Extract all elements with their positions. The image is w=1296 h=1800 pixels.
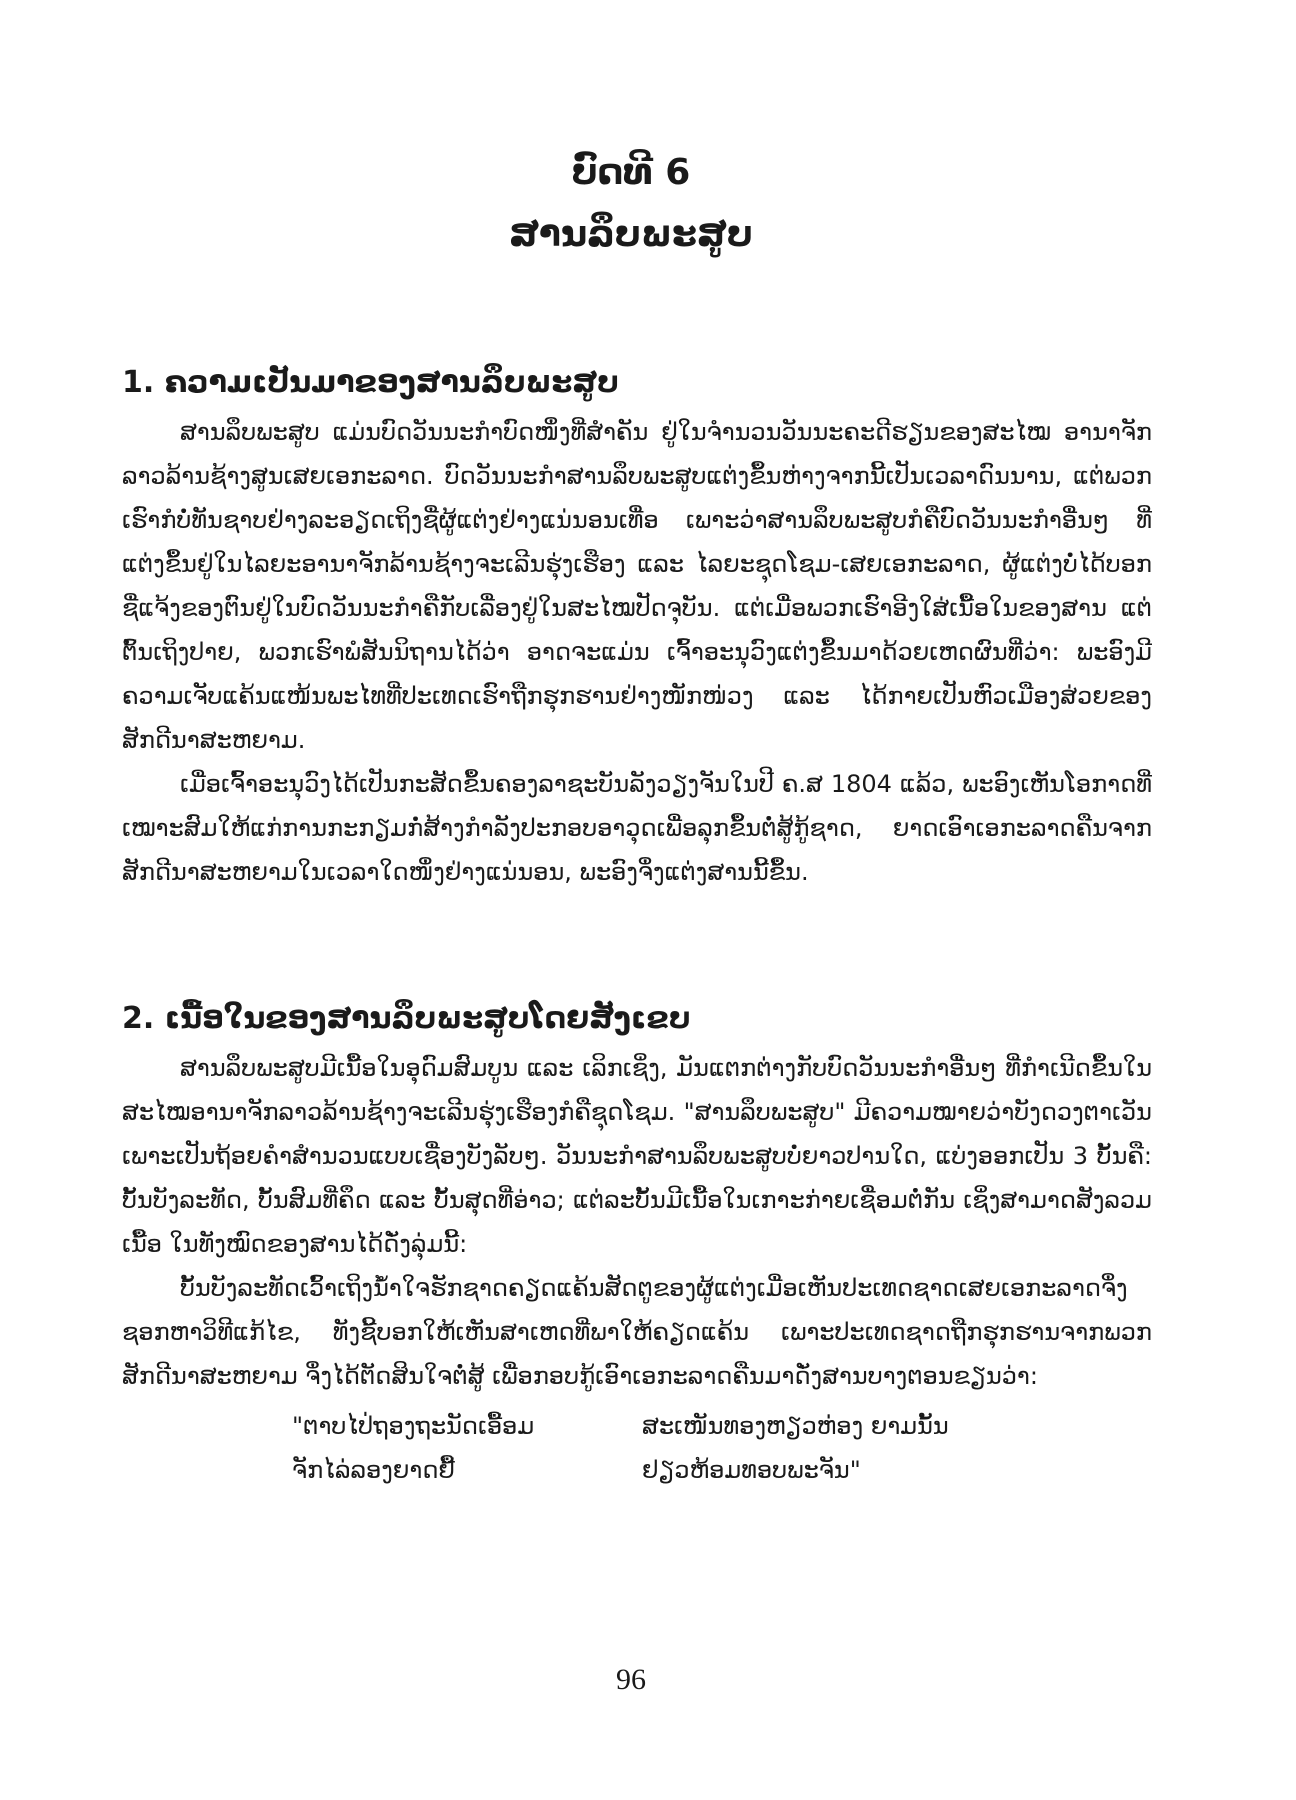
section-1-heading: 1. ຄວາມເປັນມາຂອງສານລຶບພະສູບ (122, 365, 619, 400)
poem-excerpt (292, 1404, 1152, 1492)
chapter-number: ບົດທີ 6 (571, 152, 691, 193)
poem-row (292, 1448, 1152, 1492)
poem-line-2-left: ຈັກໄລ່ລອງຍາດຢື້ (292, 1456, 455, 1484)
chapter-title: ສານລຶບພະສູບ (509, 214, 753, 255)
poem-line-2-right: ຢຽວຫ້ອມທອບພະຈັນ" (642, 1456, 861, 1484)
poem-line-1-right: ສະເໜັນທອງຫຽວຫ່ອງ ຍາມນັ້ນ (642, 1412, 949, 1440)
page-number: 96 (616, 1663, 646, 1696)
section-2-heading: 2. ເນື້ອໃນຂອງສານລຶບພະສູບໂດຍສັງເຂບ (122, 1001, 691, 1036)
poem-line-1-left: "ຕາບໄປ່ຖອງຖະນັດເອື້ອມ (292, 1412, 535, 1440)
section-1 (122, 360, 1152, 894)
section-2 (122, 996, 1152, 1492)
section-1-paragraph-2: ເມື່ອເຈົ້າອະນຸວົງໄດ້ເປັນກະສັດຂຶ້ນຄອງລາຊະບັນລັງວຽງຈັນໃນປີ ຄ.ສ 1804 ແລ້ວ, ພະອົງເຫັນໂອກາດທີ່ເໝາະສົມໃຫ້ແກ່ການກະກຽມກໍ່ສ້າງກຳລັງປະກອບອາວຸດເພື່ອລຸກຂຶ້ນຕໍ່ສູ້ກູ້ຊາດ, ຍາດເອົາເອກະລາດຄືນຈາກສັກດີນາສະຫຍາມໃນເວລາໃດໜຶ່ງຢ່າງແນ່ນອນ, ພະອົງຈຶ່ງແຕ່ງສານນີ້ຂຶ້ນ. (122, 770, 1152, 886)
section-2-paragraph-1: ສານລຶບພະສູບມີເນື້ອໃນອຸດົມສົມບູນ ແລະ ເລິກເຊິ່ງ, ມັນແຕກຕ່າງກັບບົດວັນນະກຳອື່ນໆ ທີ່ກຳເນີດຂຶ້ນໃນສະໄໝອານາຈັກລາວລ້ານຊ້າງຈະເລີນຮຸ່ງເຮືອງກໍຄືຊຸດໂຊມ. "ສານລຶບພະສູບ" ມີຄວາມໝາຍວ່າບັງດວງຕາເວັນເພາະເປັນຖ້ອຍຄຳສຳນວນແບບເຊື່ອງບັງລັບໆ. ວັນນະກຳສານລຶບພະສູບບໍ່ຍາວປານໃດ, ແບ່ງອອກເປັນ 3 ບັ້ນຄື: ບັ້ນບັງລະທັດ, ບັ້ນສົມທີ່ຄຶດ ແລະ ບັ້ນສຸດທີ່ອ່າວ; ແຕ່ລະບັ້ນມີເນື້ອໃນເກາະກ່າຍເຊື່ອມຕໍ່ກັນ ເຊິ່ງສາມາດສັງລວມ ເນື້ອ ໃນທັງໝົດຂອງສານໄດ້ດັ່ງລຸ່ມນີ້: (122, 1054, 1152, 1258)
poem-row (292, 1404, 1152, 1448)
section-1-paragraph-1: ສານລຶບພະສູບ ແມ່ນບົດວັນນະກຳບົດໜຶ່ງທີ່ສຳຄັນ ຢູ່ໃນຈຳນວນວັນນະຄະດີຮຽນຂອງສະໄໝ ອານາຈັກລາວລ້ານຊ້າງສູນເສຍເອກະລາດ. ບົດວັນນະກຳສານລຶບພະສູບແຕ່ງຂຶ້ນຫ່າງຈາກນີ້ເປັນເວລາດົນນານ, ແຕ່ພວກເຮົາກໍບໍ່ທັນຊາບຢ່າງລະອຽດເຖິງຊື່ຜູ້ແຕ່ງຢ່າງແນ່ນອນເທື່ອ ເພາະວ່າສານລຶບພະສູບກໍຄືບົດວັນນະກຳອື່ນໆ ທີ່ແຕ່ງຂຶ້ນຢູ່ໃນໄລຍະອານາຈັກລ້ານຊ້າງຈະເລີນຮຸ່ງເຮືອງ ແລະ ໄລຍະຊຸດໂຊມ-ເສຍເອກະລາດ, ຜູ້ແຕ່ງບໍ່ໄດ້ບອກຊື່ແຈ້ງຂອງຕົນຢູ່ໃນບົດວັນນະກຳຄືກັບເລື່ອງຢູ່ໃນສະໄໝປັດຈຸບັນ. ແຕ່ເມື່ອພວກເຮົາອີງໃສ່ເນື້ອໃນຂອງສານ ແຕ່ຕົ້ນເຖິງປາຍ, ພວກເຮົາພໍສັນນິຖານໄດ້ວ່າ ອາດຈະແມ່ນ ເຈົ້າອະນຸວົງແຕ່ງຂຶ້ນມາດ້ວຍເຫດຜົນທີ່ວ່າ: ພະອົງມີຄວາມເຈັບແຄ້ນແໜ້ນພະໄທທີ່ປະເທດເຮົາຖືກຮຸກຮານຢ່າງໜັກໜ່ວງ ແລະ ໄດ້ກາຍເປັນຫົວເມືອງສ່ວຍຂອງສັກດີນາສະຫຍາມ. (122, 418, 1152, 754)
section-2-paragraph-2: ບັ້ນບັງລະທັດເວົ້າເຖິງນ້ຳໃຈຮັກຊາດຄຽດແຄ້ນສັດຕູຂອງຜູ້ແຕ່ງເມື່ອເຫັນປະເທດຊາດເສຍເອກະລາດຈຶ່ງຊອກຫາວິທີແກ້ໄຂ, ທັງຊີ້ບອກໃຫ້ເຫັນສາເຫດທີ່ພາໃຫ້ຄຽດແຄ້ນ ເພາະປະເທດຊາດຖືກຮຸກຮານຈາກພວກສັກດີນາສະຫຍາມ ຈຶ່ງໄດ້ຕັດສິນໃຈຕໍ່ສູ້ ເພື່ອກອບກູ້ເອົາເອກະລາດຄືນມາດັ່ງສານບາງຕອນຂຽນວ່າ: (122, 1274, 1152, 1390)
